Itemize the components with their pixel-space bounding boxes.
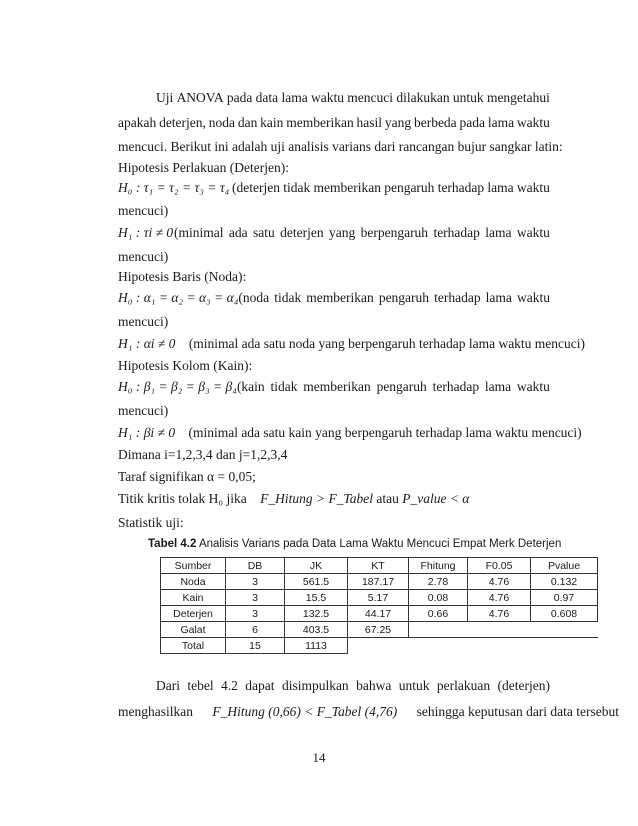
word: tidak xyxy=(270,379,298,394)
column-header: DB xyxy=(226,558,285,574)
table-cell: Noda xyxy=(161,574,226,590)
word: mencuci xyxy=(347,90,394,105)
table-cell: Galat xyxy=(161,622,226,638)
table-cell: 5.17 xyxy=(348,590,409,606)
word: terhadap xyxy=(437,180,485,195)
column-header: KT xyxy=(348,558,409,574)
h1-formula: H₁ : βi ≠ 0 xyxy=(118,425,176,440)
word: bahwa xyxy=(356,678,392,693)
word: perlakuan xyxy=(436,678,491,693)
hypothesis-treatment-h1 xyxy=(118,224,550,242)
word: 4.2 xyxy=(221,678,238,693)
conclusion-prefix: menghasilkan xyxy=(118,704,193,719)
table-cell: 0.08 xyxy=(409,590,468,606)
h0-text xyxy=(232,179,550,197)
table-cell: Deterjen xyxy=(161,606,226,622)
h1-text: (minimal ada satu noda yang berpengaruh terhadap lama waktu mencuci) xyxy=(188,336,586,351)
conclusion-suffix: sehingga keputusan dari data tersebut xyxy=(416,704,620,719)
h0-formula: H₀ : β₁ = β₂ = β₃ = β₄ xyxy=(118,379,237,394)
page-number: 14 xyxy=(312,750,326,765)
column-header: Fhitung xyxy=(409,558,468,574)
word: dan xyxy=(237,115,258,130)
word: lama xyxy=(281,90,308,105)
table-cell: 1113 xyxy=(285,638,348,654)
paragraph-line-3: mencuci. Berikut ini adalah uji analisis varians dari rancangan bujur sangkar latin: xyxy=(118,139,563,154)
word: Dari xyxy=(156,678,180,693)
table-cell: 403.5 xyxy=(285,622,348,638)
word: pengaruh xyxy=(378,290,430,305)
hypothesis-treatment-h0-cont: mencuci) xyxy=(118,203,169,218)
table-header-row xyxy=(161,558,598,574)
word: yang xyxy=(328,225,356,240)
word: lama xyxy=(487,115,515,130)
word: mengetahui xyxy=(486,90,550,105)
h1-formula: H₁ : αi ≠ 0 xyxy=(118,336,176,351)
critical-mid: atau xyxy=(376,491,399,506)
word: yang xyxy=(384,115,412,130)
paragraph-line-2 xyxy=(118,114,550,132)
word: memberikan xyxy=(313,180,381,195)
hypothesis-treatment-h0 xyxy=(118,179,550,197)
table-cell: 3 xyxy=(226,574,285,590)
table-cell: 3 xyxy=(226,590,285,606)
table-cell: 15 xyxy=(226,638,285,654)
table-cell: 4.76 xyxy=(468,606,531,622)
table-cell: 4.76 xyxy=(468,574,531,590)
word: terhadap xyxy=(434,290,481,305)
table-cell: 15.5 xyxy=(285,590,348,606)
table-row xyxy=(161,606,598,622)
word: dapat xyxy=(245,678,275,693)
h1-text xyxy=(174,224,550,242)
hypothesis-row-h0 xyxy=(118,289,550,307)
word: (minimal xyxy=(174,225,224,240)
table-row xyxy=(161,638,598,654)
table-caption xyxy=(148,538,561,550)
word: pengaruh xyxy=(376,379,427,394)
word: kain xyxy=(260,115,284,130)
critical-prefix: Titik kritis tolak H₀ jika xyxy=(118,491,247,506)
word: tidak xyxy=(274,290,302,305)
word: deterjen, xyxy=(159,115,206,130)
word: data xyxy=(255,90,279,105)
word: terhadap xyxy=(432,379,480,394)
word: (deterjen xyxy=(232,180,280,195)
hypothesis-column-title: Hipotesis Kolom (Kain): xyxy=(118,358,253,373)
word: (kain xyxy=(236,379,265,394)
table-cell: Total xyxy=(161,638,226,654)
word: untuk xyxy=(452,90,484,105)
h0-formula: H₀ : τ₁ = τ₂ = τ₃ = τ₄ xyxy=(118,180,230,195)
critical-point xyxy=(118,490,550,508)
table-row xyxy=(161,622,598,638)
hypothesis-row-h0-cont: mencuci) xyxy=(118,314,169,329)
word: ada xyxy=(228,225,248,240)
conclusion-line-1 xyxy=(156,677,550,695)
column-header: F0.05 xyxy=(468,558,531,574)
word: noda xyxy=(208,115,235,130)
word: pada xyxy=(226,90,253,105)
table-row xyxy=(161,590,598,606)
table-cell: 44.17 xyxy=(348,606,409,622)
critical-formula-p: P_value < α xyxy=(402,491,470,506)
word: tidak xyxy=(283,180,311,195)
table-cell: 561.5 xyxy=(285,574,348,590)
anova-table xyxy=(160,557,598,654)
word: hasil xyxy=(356,115,383,130)
index-definition: Dimana i=1,2,3,4 dan j=1,2,3,4 xyxy=(118,447,288,462)
h0-text xyxy=(238,289,550,307)
word: lama xyxy=(485,290,512,305)
word: waktu xyxy=(516,180,550,195)
word: apakah xyxy=(118,115,157,130)
word: dilakukan xyxy=(396,90,450,105)
table-cell: 4.76 xyxy=(468,590,531,606)
word: pada xyxy=(459,115,485,130)
h0-formula: H₀ : α₁ = α₂ = α₃ = α₄ xyxy=(118,290,239,305)
word: satu xyxy=(252,225,275,240)
column-header: Pvalue xyxy=(531,558,598,574)
empty-cell xyxy=(348,638,598,654)
significance-level: Taraf signifikan α = 0,05; xyxy=(118,469,256,484)
word: waktu xyxy=(516,225,550,240)
hypothesis-row-title: Hipotesis Baris (Noda): xyxy=(118,269,247,284)
paragraph-line-1 xyxy=(156,89,550,107)
word: terhadap xyxy=(433,225,480,240)
h0-text xyxy=(237,378,550,396)
caption-text: Analisis Varians pada Data Lama Waktu Mencuci Empat Merk Deterjen xyxy=(198,538,562,550)
word: waktu xyxy=(516,290,550,305)
word: deterjen xyxy=(280,225,324,240)
word: untuk xyxy=(398,678,430,693)
word: lama xyxy=(485,225,512,240)
word: waktu xyxy=(516,379,550,394)
hypothesis-treatment-title: Hipotesis Perlakuan (Deterjen): xyxy=(118,160,289,175)
word: lama xyxy=(484,379,512,394)
caption-label: Tabel 4.2 xyxy=(148,538,197,550)
table-cell: Kain xyxy=(161,590,226,606)
table-cell: 6 xyxy=(226,622,285,638)
word: berpengaruh xyxy=(360,225,429,240)
word: (deterjen) xyxy=(497,678,550,693)
hypothesis-treatment-h1-cont: mencuci) xyxy=(118,249,169,264)
word: memberikan xyxy=(286,115,354,130)
test-statistic-label: Statistik uji: xyxy=(118,515,184,530)
critical-formula-f: F_Hitung > F_Tabel xyxy=(260,491,373,506)
table-cell: 0.97 xyxy=(531,590,598,606)
word: lama xyxy=(487,180,514,195)
hypothesis-column-h0-cont: mencuci) xyxy=(118,403,169,418)
word: pengaruh xyxy=(384,180,435,195)
table-cell: 0.132 xyxy=(531,574,598,590)
hypothesis-column-h0 xyxy=(118,378,550,396)
column-header: Sumber xyxy=(161,558,226,574)
word: (noda xyxy=(238,290,270,305)
word: memberikan xyxy=(306,290,374,305)
table-cell: 132.5 xyxy=(285,606,348,622)
table-cell: 67.25 xyxy=(348,622,409,638)
table-cell: 0.608 xyxy=(531,606,598,622)
word: memberikan xyxy=(303,379,371,394)
word: waktu xyxy=(516,115,550,130)
h1-formula: H₁ : τi ≠ 0 xyxy=(118,225,174,240)
table-cell: 0.66 xyxy=(409,606,468,622)
table-row xyxy=(161,574,598,590)
word: Uji xyxy=(156,90,174,105)
hypothesis-row-h1 xyxy=(118,335,586,353)
conclusion-formula: F_Hitung (0,66) < F_Tabel (4,76) xyxy=(212,704,398,719)
table-cell: 3 xyxy=(226,606,285,622)
table-cell: 187.17 xyxy=(348,574,409,590)
conclusion-line-2 xyxy=(118,703,620,721)
column-header: JK xyxy=(285,558,348,574)
word: waktu xyxy=(311,90,344,105)
word: disimpulkan xyxy=(281,678,349,693)
word: berbeda xyxy=(413,115,457,130)
word: ANOVA xyxy=(176,90,224,105)
word: tebel xyxy=(187,678,214,693)
table-cell: 2.78 xyxy=(409,574,468,590)
empty-cell xyxy=(409,622,598,638)
hypothesis-column-h1 xyxy=(118,424,582,442)
h1-text: (minimal ada satu kain yang berpengaruh terhadap lama waktu mencuci) xyxy=(188,425,582,440)
